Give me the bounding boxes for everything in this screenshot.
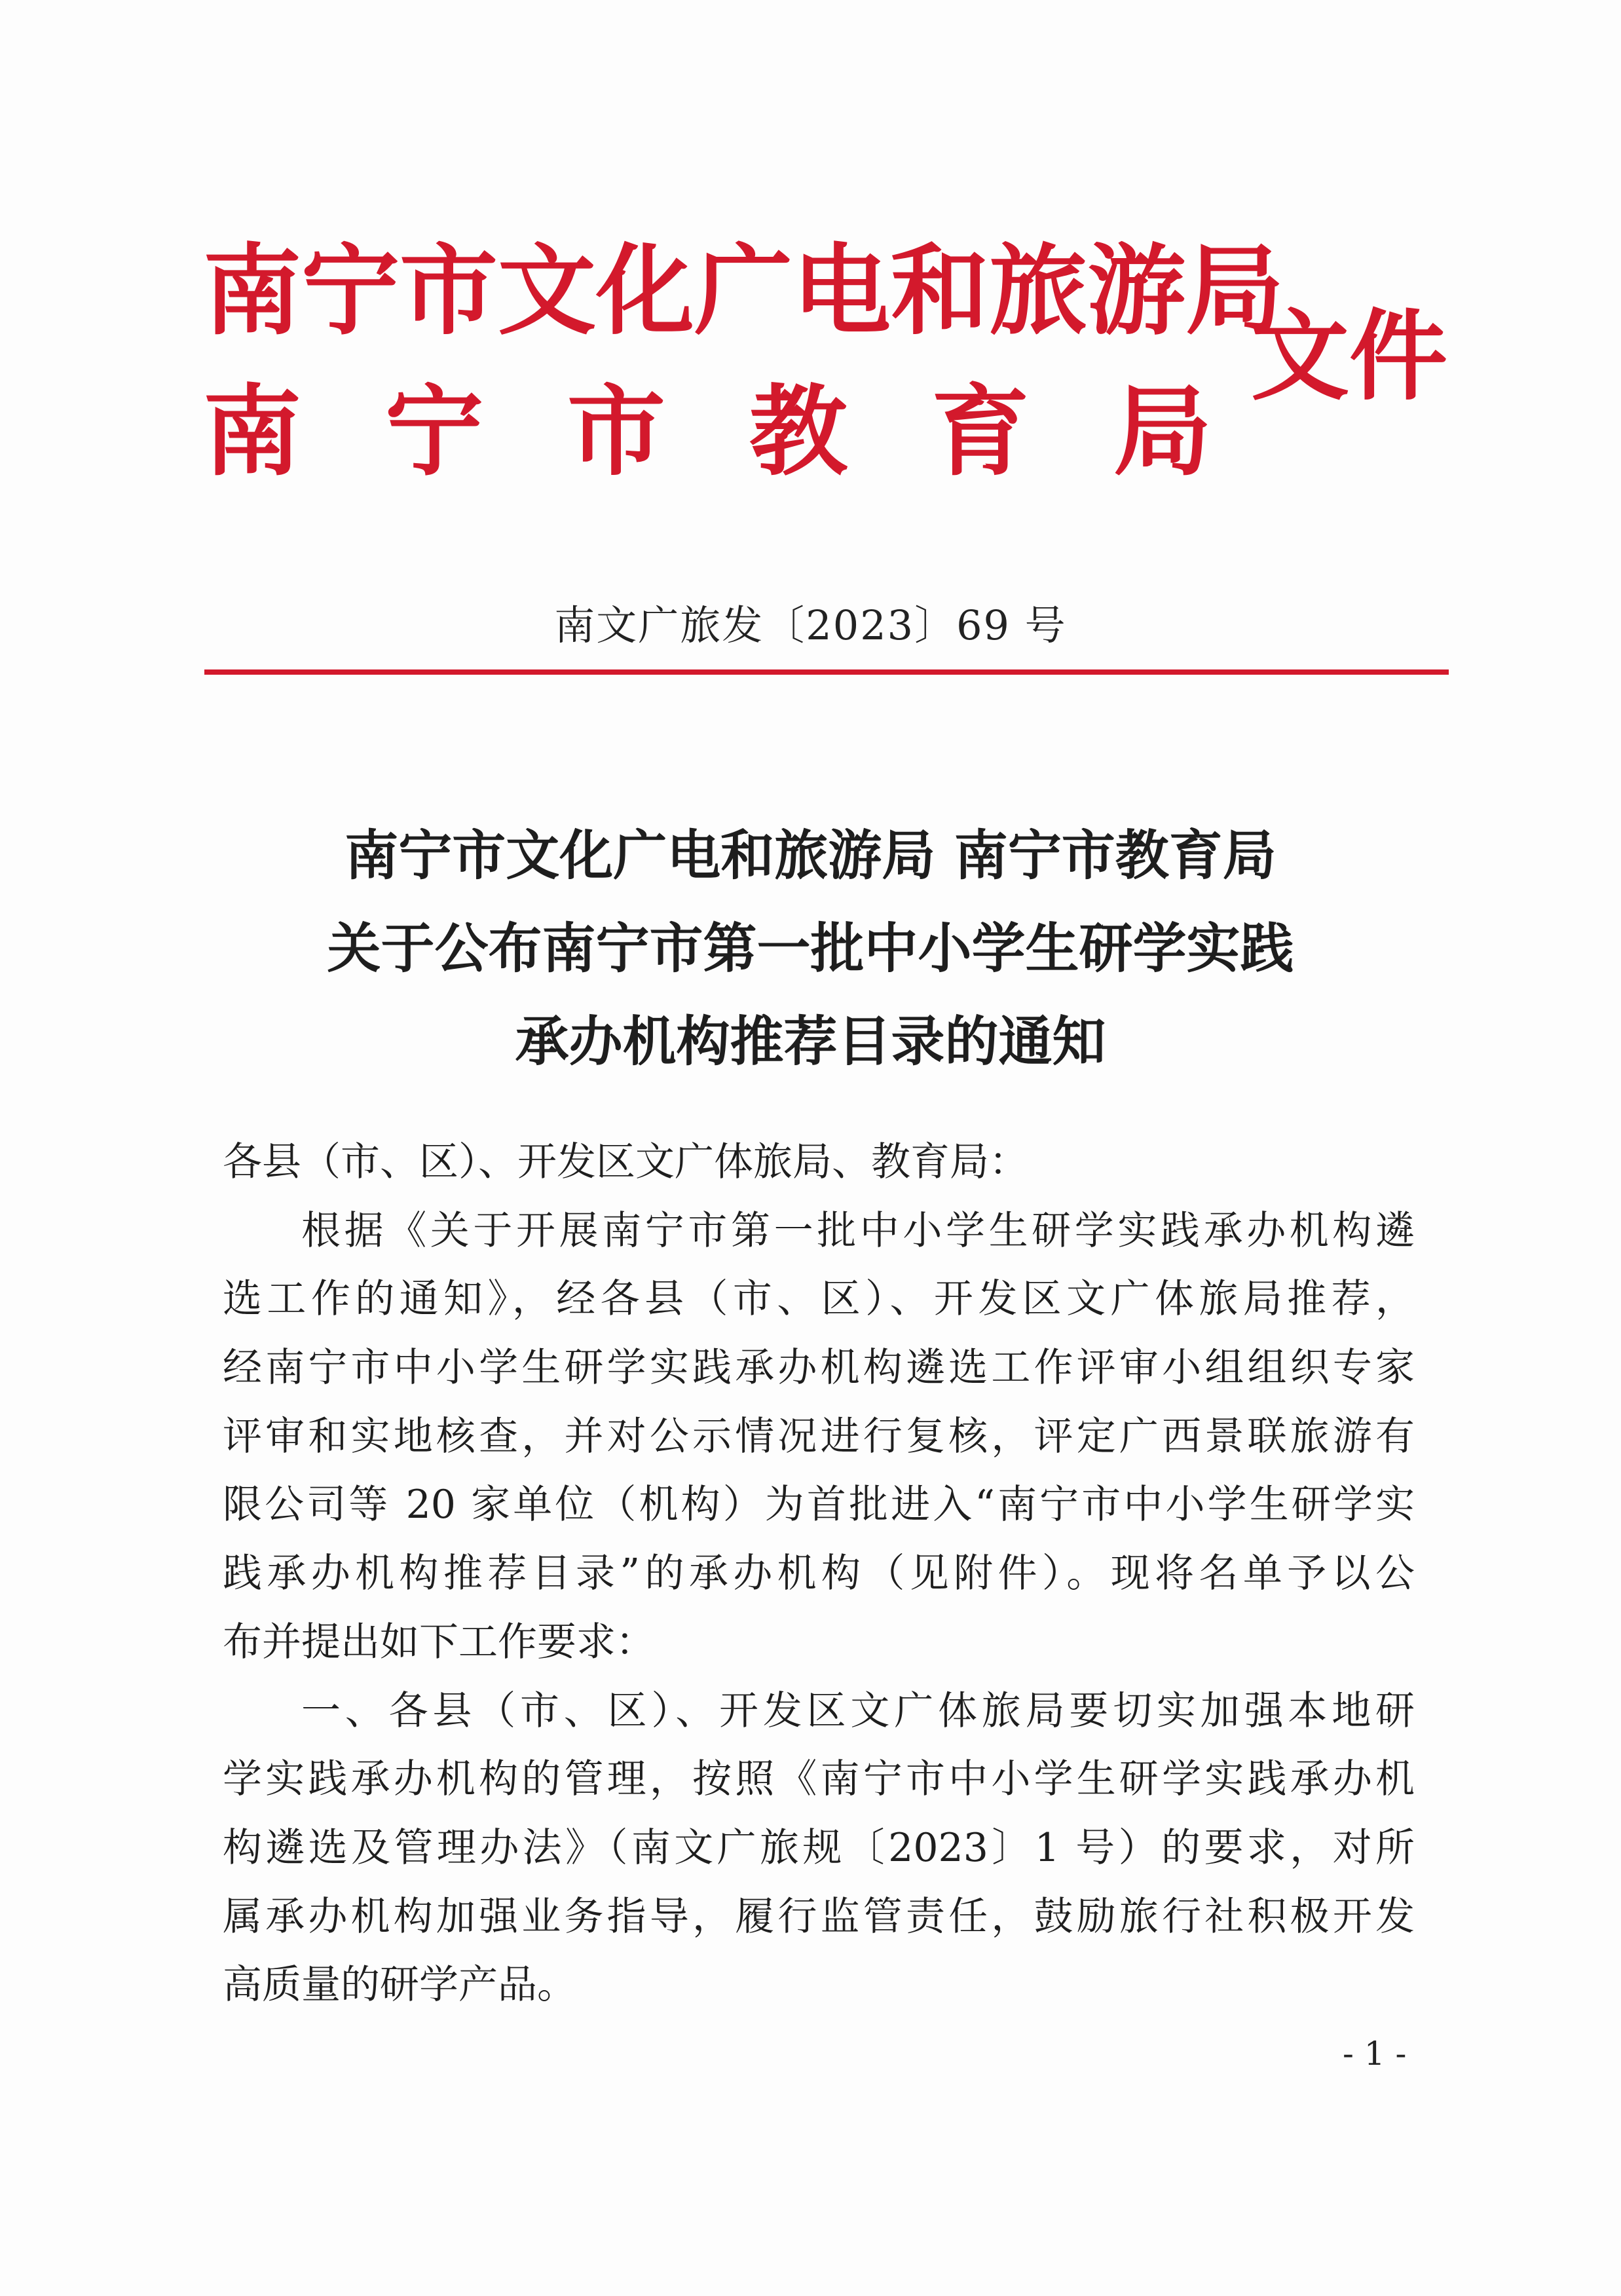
paragraph-line: 高质量的研学产品。 <box>223 1962 576 2008</box>
masthead-agency-education-char: 教 <box>749 375 848 489</box>
paragraph-line: 经南宁市中小学生研学实践承办机构遴选工作评审小组组织专家 <box>223 1345 1415 1391</box>
page-number: - 1 - <box>1343 2035 1407 2073</box>
document-number: 南文广旅发〔2023〕69 号 <box>554 601 1067 649</box>
title-line: 承办机构推荐目录的通知 <box>515 1010 1106 1073</box>
salutation: 各县（市、区）、开发区文广体旅局、教育局： <box>223 1139 1028 1185</box>
paragraph-line: 评审和实地核查，并对公示情况进行复核，评定广西景联旅游有 <box>223 1413 1415 1459</box>
document-title <box>0 809 1621 1088</box>
document-body <box>223 1128 1415 2020</box>
paragraph-line: 构遴选及管理办法》（南文广旅规〔2023〕1 号）的要求，对所 <box>223 1824 1415 1871</box>
masthead-doc-type: 文件 <box>1251 300 1448 414</box>
masthead-agency-education <box>203 373 1212 491</box>
paragraph-line: 布并提出如下工作要求： <box>223 1619 655 1665</box>
title-line: 南宁市文化广电和旅游局 南宁市教育局 <box>345 824 1276 887</box>
masthead-agency-education-char: 市 <box>567 375 665 489</box>
masthead-agency-culture-tourism: 南宁市文化广电和旅游局 <box>203 235 1284 348</box>
paragraph-line: 践承办机构推荐目录”的承办机构（见附件）。现将名单予以公 <box>223 1551 1415 1597</box>
masthead <box>203 233 1447 488</box>
masthead-agency-education-char: 南 <box>203 375 302 489</box>
title-line: 关于公布南宁市第一批中小学生研学实践 <box>327 917 1294 980</box>
paragraph-line: 根据《关于开展南宁市第一批中小学生研学实践承办机构遴 <box>301 1207 1415 1254</box>
paragraph-line: 学实践承办机构的管理，按照《南宁市中小学生研学实践承办机 <box>223 1756 1415 1803</box>
red-divider-line <box>204 669 1449 675</box>
paragraph-line: 选工作的通知》，经各县（市、区）、开发区文广体旅局推荐， <box>223 1276 1415 1323</box>
paragraph-line: 属承办机构加强业务指导，履行监管责任，鼓励旅行社积极开发 <box>223 1893 1415 1940</box>
masthead-agency-education-char: 宁 <box>384 375 483 489</box>
paragraph-line: 一、各县（市、区）、开发区文广体旅局要切实加强本地研 <box>301 1687 1415 1734</box>
masthead-agency-education-char: 局 <box>1113 375 1212 489</box>
paragraph-line: 限公司等 20 家单位（机构）为首批进入“南宁市中小学生研学实 <box>223 1482 1415 1528</box>
masthead-agency-education-char: 育 <box>931 375 1030 489</box>
